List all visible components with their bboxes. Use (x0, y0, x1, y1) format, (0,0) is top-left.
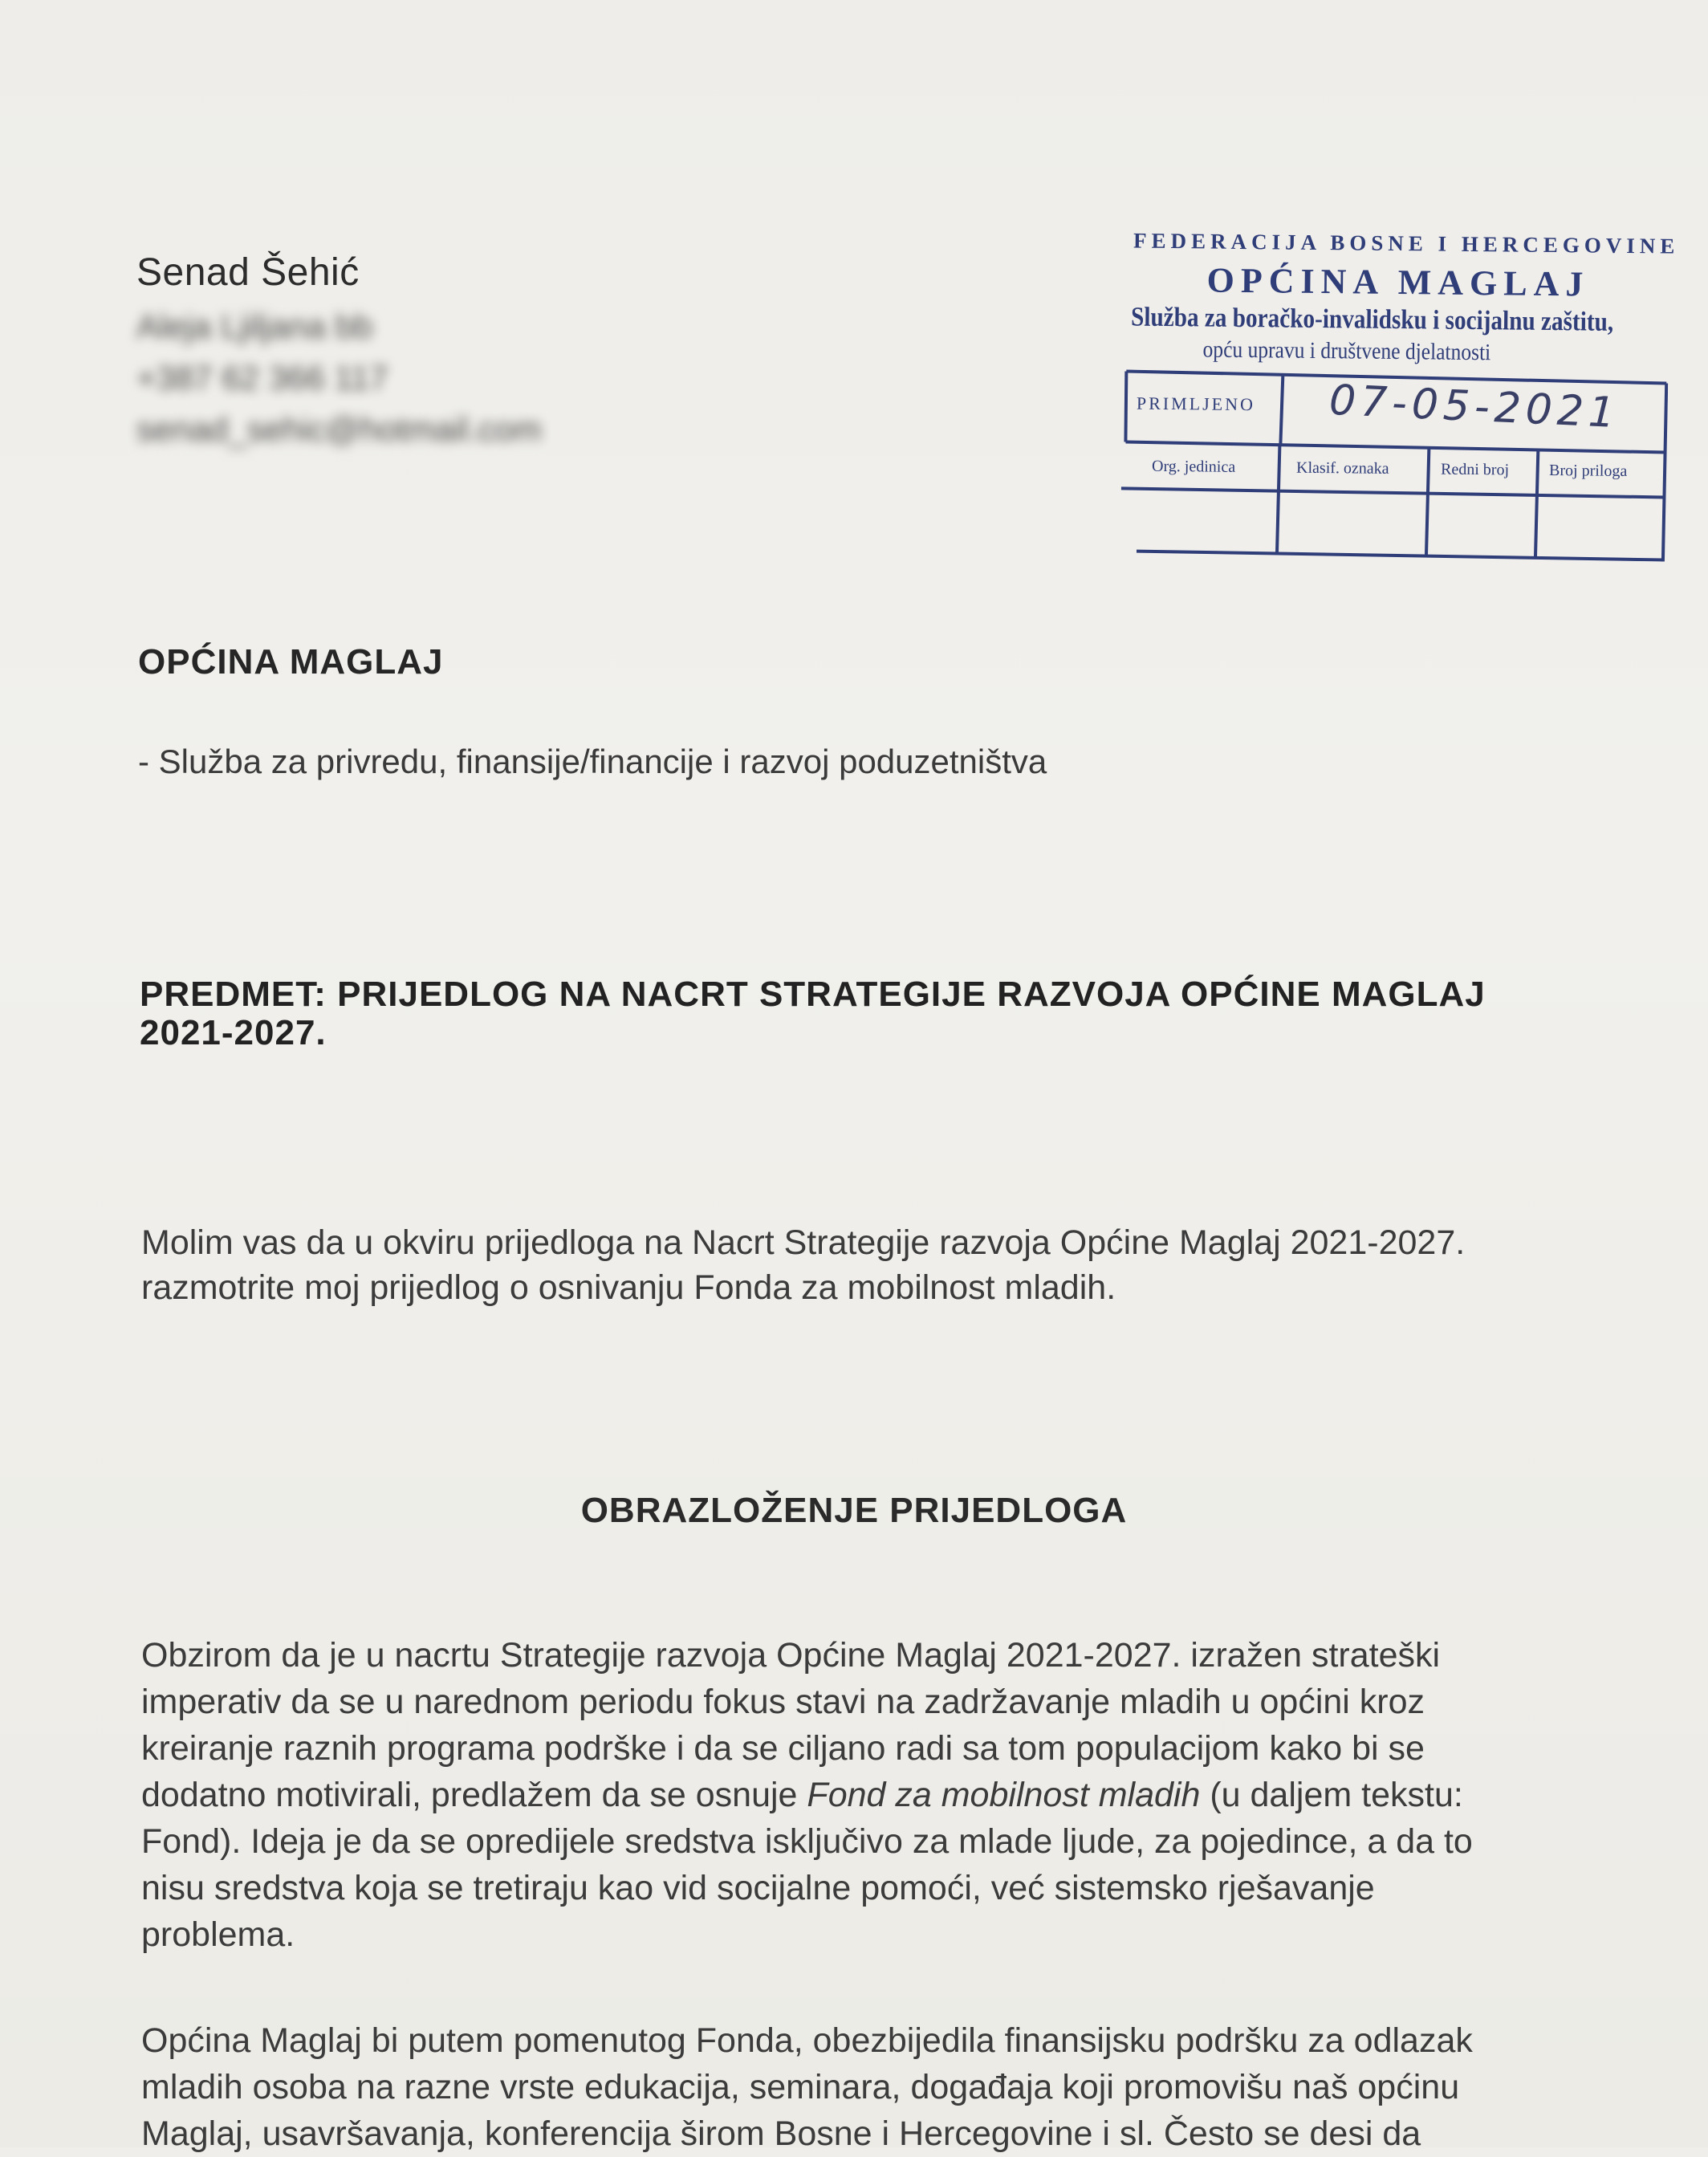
stamp-received-date: 07-05-2021 (1328, 376, 1621, 438)
stamp-received-label: PRIMLJENO (1136, 393, 1256, 415)
sender-name: Senad Šehić (136, 251, 360, 294)
text-segment: dodatno motivirali, predlažem da se osnuje (141, 1776, 807, 1814)
received-stamp (1120, 228, 1680, 571)
text-line (141, 1772, 1650, 1818)
sender-block (136, 250, 542, 449)
text-line: Općina Maglaj bi putem pomenutog Fonda, obezbijedila finansijsku podršku za odlazak (141, 2021, 1473, 2060)
recipient-service: - Služba za privredu, finansije/financije i razvoj poduzetništva (138, 743, 1047, 780)
justification-paragraph-1 (141, 1632, 1650, 1958)
text-line: imperativ da se u narednom periodu fokus stavi na zadržavanje mladih u općini kroz (141, 1683, 1425, 1721)
stamp-line-federation: FEDERACIJA BOSNE I HERCEGOVINE (1133, 228, 1680, 258)
text-line: nisu sredstva koja se tretiraju kao vid socijalne pomoći, već sistemsko rješavanje (141, 1869, 1375, 1907)
stamp-col-classification: Klasif. oznaka (1295, 458, 1389, 478)
text-line: kreiranje raznih programa podrške i da se ciljano radi sa tom populacijom kako bi se (141, 1729, 1425, 1768)
intro-paragraph (141, 1220, 1650, 1310)
sender-email-redacted: senad_sehic@hotmail.com (136, 410, 542, 448)
text-line: mladih osoba na razne vrste edukacija, seminara, događaja koji promovišu naš općinu (141, 2068, 1460, 2106)
stamp-col-attachments: Broj priloga (1548, 461, 1628, 481)
recipient-title: OPĆINA MAGLAJ (138, 642, 444, 682)
sender-address-redacted: Aleja Ljiljana bb (136, 307, 373, 345)
subject-line: PREDMET: PRIJEDLOG NA NACRT STRATEGIJE RAZVOJA OPĆINE MAGLAJ (140, 975, 1486, 1014)
sender-phone-redacted: +387 62 366 117 (136, 359, 388, 397)
subject-heading (140, 975, 1649, 1052)
text-segment: (u daljem tekstu: (1200, 1776, 1463, 1814)
text-line: Molim vas da u okviru prijedloga na Nacrt Strategije razvoja Općine Maglaj 2021-2027. (141, 1223, 1466, 1262)
subject-line: 2021-2027. (140, 1013, 327, 1052)
section-heading: OBRAZLOŽENJE PRIJEDLOGA (580, 1491, 1128, 1530)
text-line: Maglaj, usavršavanja, konferencija širom Bosne i Hercegovine i sl. Često se desi da (141, 2114, 1421, 2153)
text-line: razmotrite moj prijedlog o osnivanju Fonda za mobilnost mladih. (141, 1268, 1116, 1307)
text-line: problema. (141, 1915, 295, 1954)
text-line: Fond). Ideja je da se opredijele sredstva isključivo za mlade ljude, za pojedince, a da to (141, 1822, 1473, 1861)
stamp-line-department: opću upravu i društvene djelatnosti (1202, 336, 1491, 366)
stamp-line-municipality: OPĆINA MAGLAJ (1206, 260, 1590, 304)
stamp-col-serial-number: Redni broj (1440, 460, 1510, 479)
stamp-col-org-unit: Org. jedinica (1152, 457, 1236, 476)
fund-name-emphasis: Fond za mobilnost mladih (807, 1776, 1201, 1814)
text-line: Obzirom da je u nacrtu Strategije razvoja Općine Maglaj 2021-2027. izražen strateški (141, 1636, 1441, 1675)
justification-paragraph-2 (141, 2017, 1650, 2157)
stamp-line-service: Služba za boračko-invalidsku i socijalnu zaštitu, (1130, 302, 1614, 337)
